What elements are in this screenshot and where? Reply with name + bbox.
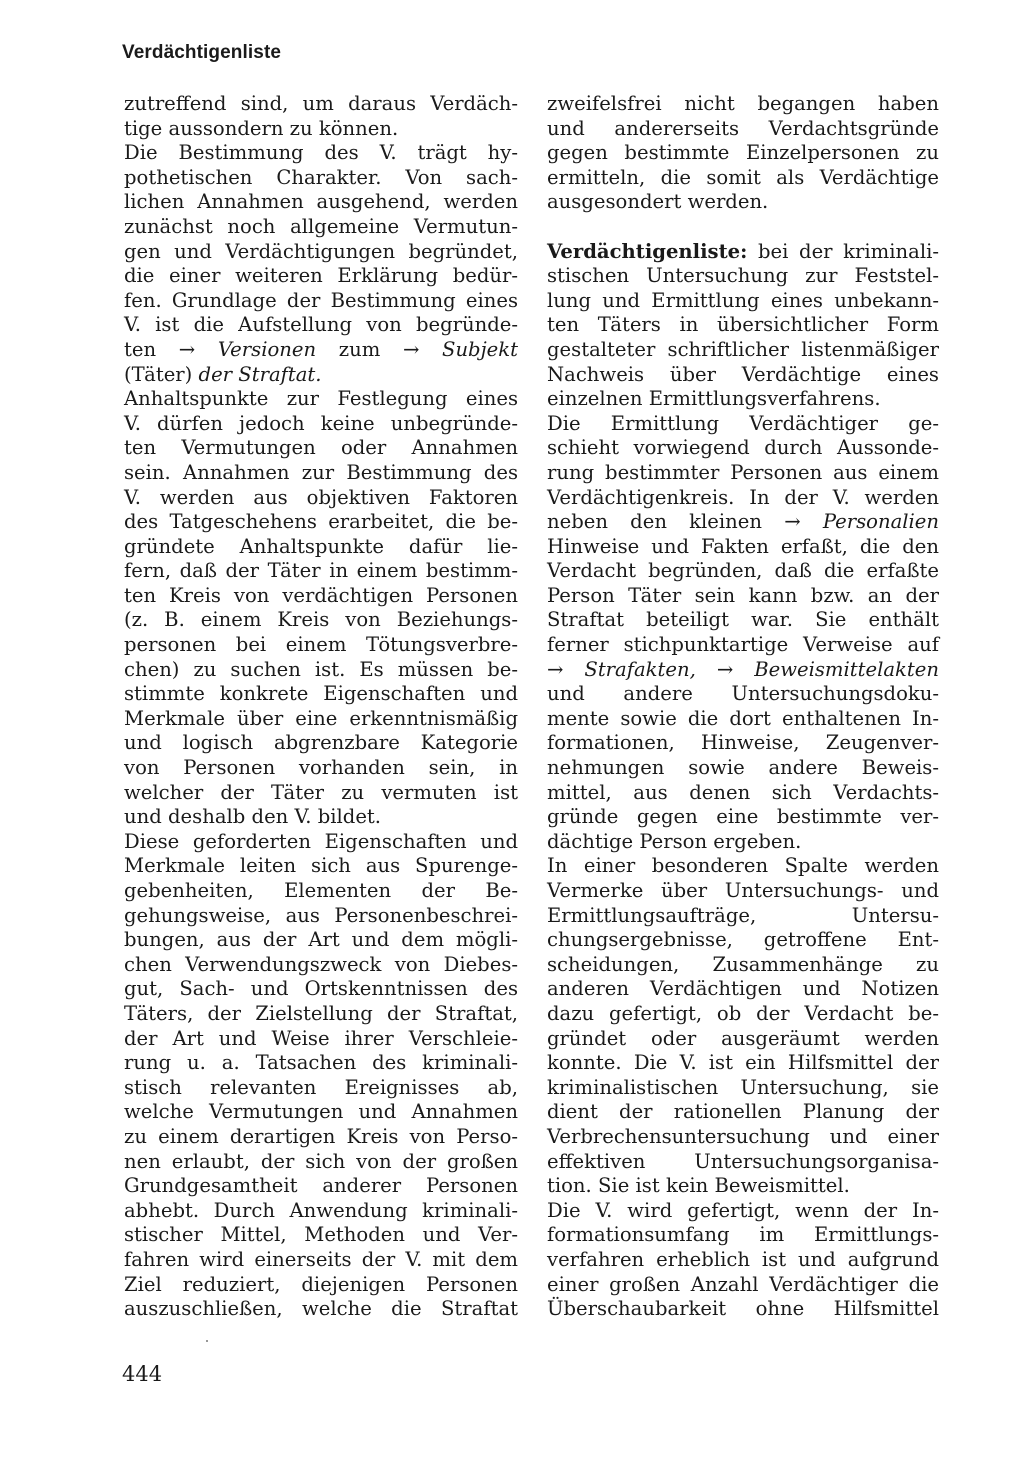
cross-reference-beweismittelakten[interactable]: Beweismittelakten <box>754 657 940 681</box>
text-line: pothetischen Charakter. Von sach- <box>124 165 518 189</box>
text-line: Vermerke über Untersuchungs- und <box>547 879 939 902</box>
text-line: lung und Ermittlung eines unbekann- <box>547 288 939 312</box>
text-line: dächtige Person ergeben. <box>547 829 802 853</box>
text-line: Diese geforderten Eigenschaften und <box>124 829 518 853</box>
paragraph-gap <box>547 215 939 240</box>
text-line: anderen Verdächtigen und Notizen <box>547 977 939 1001</box>
text-line: einer großen Anzahl Verdächtiger die <box>547 1272 939 1296</box>
text-line: dazu gefertigt, ob der Verdacht be- <box>547 1001 939 1025</box>
text-line: gen und Verdächtigungen begründet, <box>124 239 518 263</box>
text-line: stischer Mittel, Methoden und Ver- <box>124 1223 518 1247</box>
text-line: personen bei einem Tötungsverbre- <box>124 633 518 657</box>
line-text: neben den kleinen <box>547 510 762 534</box>
text-line: Verdächtigenkreis. In der V. werden <box>547 485 939 509</box>
text-line: Person Täter sein kann bzw. an der <box>547 583 939 607</box>
cross-reference-subjekt[interactable]: Subjekt <box>442 337 519 361</box>
text-line: Ermittlungsaufträge, Untersu- <box>547 903 939 927</box>
text-line: bungen, aus der Art und dem mögli- <box>124 928 518 952</box>
text-line: gehungsweise, aus Personenbeschrei- <box>124 903 518 927</box>
text-line: Nachweis über Verdächtige eines <box>547 362 939 386</box>
text-line: Ziel reduziert, diejenigen Personen <box>124 1272 518 1296</box>
cross-reference-strafakten[interactable]: Strafakten, <box>584 657 696 681</box>
arrow-icon: → <box>784 510 801 534</box>
text-line: dient der rationellen Planung der <box>547 1100 939 1124</box>
running-head: Verdächtigenliste <box>122 42 282 63</box>
text-line: mente sowie die dort enthaltenen In- <box>547 706 939 730</box>
text-line: kriminalistischen Untersuchung, sie <box>547 1075 939 1099</box>
line-text: (Täter) <box>124 362 193 386</box>
text-line: gründet oder ausgeräumt werden <box>547 1026 939 1050</box>
text-line: zu einem derartigen Kreis von Perso- <box>124 1124 518 1148</box>
cross-reference-versionen[interactable]: Versionen <box>217 337 317 361</box>
text-line: V. ist die Aufstellung von begründe- <box>124 313 518 337</box>
text-line: stischen Untersuchung zur Feststel- <box>547 264 939 288</box>
line-text: bei der kriminali- <box>757 239 939 263</box>
text-line: der Art und Weise ihrer Verschleie- <box>124 1026 518 1050</box>
text-line: welcher der Täter zu vermuten ist <box>124 780 518 804</box>
text-line: welche Vermutungen und Annahmen <box>124 1100 518 1124</box>
text-line: einzelnen Ermittlungsverfahrens. <box>547 387 881 411</box>
text-line: Merkmale über eine erkenntnismäßig <box>124 706 518 730</box>
text-line: Überschaubarkeit ohne Hilfsmittel <box>547 1297 939 1321</box>
text-line: gebenheiten, Elementen der Be- <box>124 879 518 902</box>
text-line: ten Vermutungen oder Annahmen <box>124 436 518 460</box>
text-line-with-references <box>547 658 939 683</box>
text-line: Straftat beteiligt war. Sie enthält <box>547 608 939 632</box>
text-line: die einer weiteren Erklärung bedür- <box>124 264 518 288</box>
text-line: sein. Annahmen zur Bestimmung des <box>124 460 518 484</box>
text-line: konnte. Die V. ist ein Hilfsmittel der <box>547 1051 939 1075</box>
text-line: mittel, aus denen sich Verdachts- <box>547 780 939 804</box>
text-line: abhebt. Durch Anwendung kriminali- <box>124 1198 518 1222</box>
text-line: chen) zu suchen ist. Es müssen be- <box>124 657 518 681</box>
text-line: lichen Annahmen ausgehend, werden <box>124 190 518 214</box>
text-line: Grundgesamtheit anderer Personen <box>124 1174 518 1198</box>
text-line: und andererseits Verdachtsgründe <box>547 116 939 140</box>
text-line: formationen, Hinweise, Zeugenver- <box>547 731 939 755</box>
text-line: fern, daß der Täter in einem bestimm- <box>124 559 518 583</box>
text-line: V. dürfen jedoch keine unbegründe- <box>124 411 518 435</box>
arrow-icon: → <box>547 657 564 681</box>
text-line: nen erlaubt, der sich von der großen <box>124 1149 518 1173</box>
text-line: chen Verwendungszweck von Diebes- <box>124 952 518 976</box>
text-line: Verdacht begründen, daß die erfaßte <box>547 559 939 583</box>
text-line: gründete Anhaltspunkte dafür lie- <box>124 534 518 558</box>
entry-headword: Verdächtigenliste: <box>547 239 748 263</box>
text-line: stimmte konkrete Eigenschaften und <box>124 682 518 706</box>
entry-first-line <box>547 240 939 265</box>
text-line: rung bestimmter Personen aus einem <box>547 460 939 484</box>
text-line: rung u. a. Tatsachen des kriminali- <box>124 1051 518 1075</box>
text-line: des Tatgeschehens erarbeitet, die be- <box>124 510 518 534</box>
text-line: zunächst noch allgemeine Vermutun- <box>124 214 518 238</box>
text-line: ten Täters in übersichtlicher Form <box>547 313 939 337</box>
text-line: Verbrechensuntersuchung und einer <box>547 1124 939 1148</box>
text-line: und andere Untersuchungsdoku- <box>547 682 939 706</box>
text-line: gründe gegen eine bestimmte ver- <box>547 805 939 829</box>
text-line: Hinweise und Fakten erfaßt, die den <box>547 534 939 558</box>
arrow-icon: → <box>178 337 196 361</box>
text-line: tige aussondern zu können. <box>124 116 399 140</box>
text-line: auszuschließen, welche die Straftat <box>124 1297 518 1321</box>
line-text: ten <box>124 337 157 361</box>
text-line: gestalteter schriftlicher listenmäßiger <box>547 337 939 361</box>
cross-reference-personalien[interactable]: Personalien <box>822 510 940 534</box>
text-line: scheidungen, Zusammenhänge zu <box>547 952 939 976</box>
line-text: zum <box>338 337 381 361</box>
text-line: Merkmale leiten sich aus Spurenge- <box>124 854 518 878</box>
text-line: gegen bestimmte Einzelpersonen zu <box>547 141 939 165</box>
page-number: 444 <box>122 1362 163 1386</box>
text-line-with-references <box>547 510 939 535</box>
text-line: stisch relevanten Ereignisses ab, <box>124 1075 518 1099</box>
cross-reference-der-straftat[interactable]: der Straftat. <box>198 362 322 386</box>
arrow-icon: → <box>716 657 734 681</box>
text-line: fen. Grundlage der Bestimmung eines <box>124 288 518 312</box>
text-line: ferner stichpunktartige Verweise auf <box>547 633 939 657</box>
text-line: (z. B. einem Kreis von Beziehungs- <box>124 608 518 632</box>
right-column <box>547 92 939 1322</box>
text-line: verfahren erheblich ist und aufgrund <box>547 1247 939 1271</box>
text-line: schieht vorwiegend durch Aussonde- <box>547 436 939 460</box>
text-line: Die Ermittlung Verdächtiger ge- <box>547 411 939 435</box>
text-line: tion. Sie ist kein Beweismittel. <box>547 1174 850 1198</box>
text-line: effektiven Untersuchungsorganisa- <box>547 1149 939 1173</box>
text-line: formationsumfang im Ermittlungs- <box>547 1223 939 1247</box>
text-line: Anhaltspunkte zur Festlegung eines <box>124 387 518 411</box>
text-line: In einer besonderen Spalte werden <box>547 854 939 878</box>
text-line-with-references <box>124 338 518 363</box>
text-line: und deshalb den V. bildet. <box>124 805 382 829</box>
text-line: ausgesondert werden. <box>547 190 769 214</box>
arrow-icon: → <box>402 337 420 361</box>
text-line: zutreffend sind, um daraus Verdäch- <box>124 92 518 115</box>
text-line: zweifelsfrei nicht begangen haben <box>547 92 939 115</box>
left-column <box>124 92 518 1322</box>
text-line: V. werden aus objektiven Faktoren <box>124 485 518 509</box>
text-line: ten Kreis von verdächtigen Personen <box>124 583 518 607</box>
print-speck <box>206 1340 208 1342</box>
text-line: Täters, der Zielstellung der Straftat, <box>124 1001 518 1025</box>
text-line: Die V. wird gefertigt, wenn der In- <box>547 1198 939 1222</box>
text-line: gut, Sach- und Ortskenntnissen des <box>124 977 518 1001</box>
text-line: und logisch abgrenzbare Kategorie <box>124 731 518 755</box>
text-line: von Personen vorhanden sein, in <box>124 756 518 780</box>
text-line: Die Bestimmung des V. trägt hy- <box>124 141 518 165</box>
text-line: fahren wird einerseits der V. mit dem <box>124 1247 518 1271</box>
text-line: chungsergebnisse, getroffene Ent- <box>547 928 939 952</box>
text-line: nehmungen sowie andere Beweis- <box>547 756 939 780</box>
text-line-with-references <box>124 363 518 388</box>
text-line: ermitteln, die somit als Verdächtige <box>547 165 939 189</box>
